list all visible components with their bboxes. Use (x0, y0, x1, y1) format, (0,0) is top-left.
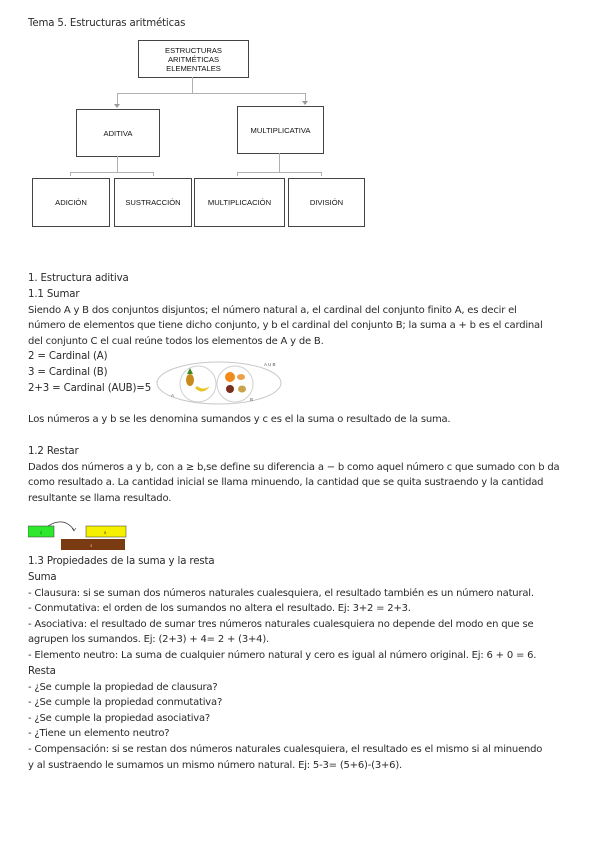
fruit-icon (226, 385, 234, 393)
bar-brown (61, 539, 125, 550)
suma-label: Suma (28, 572, 57, 583)
section-heading: 1. Estructura aditiva (28, 273, 129, 284)
venn-diagram (155, 358, 285, 406)
pineapple-icon (186, 368, 194, 386)
paragraph-line: como resultado a. La cantidad inicial se llama minuendo, la cantidad que se quita sustraendo y la cantidad (28, 477, 544, 488)
bar-green-label: 2 (40, 530, 43, 535)
diagram-root-line: ARITMÉTICAS (167, 54, 220, 64)
paragraph-line: resultante se llama resultado. (28, 493, 172, 504)
union-ellipse (157, 362, 281, 404)
connector (321, 172, 322, 176)
list-item: - Compensación: si se restan dos números naturales cualesquiera, el resultado es el mismo si al minuendo (28, 744, 543, 755)
list-item: - ¿Se cumple la propiedad asociativa? (28, 713, 211, 724)
venn-label-a: A (171, 393, 175, 398)
connector (117, 156, 118, 172)
paragraph-line: del conjunto C el cual reúne todos los elementos de A y de B. (28, 336, 324, 347)
diagram-multiplicativa-box: MULTIPLICATIVA (237, 106, 324, 154)
connector (70, 172, 71, 176)
equation-line: 2 = Cardinal (A) (28, 351, 108, 362)
connector (279, 153, 280, 172)
diagram-root-line: ESTRUCTURAS (165, 45, 222, 55)
list-item: - Clausura: si se suman dos números naturales cualesquiera, el resultado también es un número natural. (28, 588, 534, 599)
diagram-leaf-adicion: ADICIÓN (32, 178, 110, 227)
venn-label-b: B (250, 397, 254, 402)
connector (153, 172, 154, 176)
list-item: - ¿Tiene un elemento neutro? (28, 728, 170, 739)
list-item: - ¿Se cumple la propiedad conmutativa? (28, 697, 223, 708)
list-item: - ¿Se cumple la propiedad de clausura? (28, 682, 218, 693)
subsection-heading: 1.1 Sumar (28, 289, 80, 300)
subsection-heading: 1.3 Propiedades de la suma y la resta (28, 556, 215, 567)
subtraction-bars (28, 518, 130, 552)
equation-line: 2+3 = Cardinal (AUB)=5 (28, 383, 152, 394)
resta-label: Resta (28, 666, 56, 677)
subsection-heading: 1.2 Restar (28, 446, 79, 457)
diagram-root-box (138, 40, 249, 78)
diagram-leaf-multiplicacion: MULTIPLICACIÓN (194, 178, 285, 227)
diagram-leaf-sustraccion: SUSTRACCIÓN (114, 178, 192, 227)
diagram-aditiva-box: ADITIVA (76, 109, 160, 157)
equation-line: 3 = Cardinal (B) (28, 367, 108, 378)
connector (237, 172, 238, 176)
list-item: agrupen los sumandos. Ej: (2+3) + 4= 2 + (3+4). (28, 634, 270, 645)
paragraph-line: Dados dos números a y b, con a ≥ b,se define su diferencia a − b como aquel número c que sumado con b da (28, 462, 560, 473)
list-item: y al sustraendo le sumamos un mismo número natural. Ej: 5-3= (5+6)-(3+6). (28, 760, 403, 771)
connector (117, 93, 305, 94)
list-item: - Conmutativa: el orden de los sumandos no altera el resultado. Ej: 3+2 = 2+3. (28, 603, 411, 614)
arrow-icon (302, 101, 308, 105)
set-b-circle (217, 366, 253, 402)
paragraph-line: número de elementos que tiene dicho conjunto, y b el cardinal del conjunto B; la suma a + b es el cardinal (28, 320, 543, 331)
connector (70, 172, 154, 173)
list-item: - Elemento neutro: La suma de cualquier número natural y cero es igual al número original. Ej: 6 + 0 = 6. (28, 650, 537, 661)
set-a-circle (180, 366, 216, 402)
connector (237, 172, 322, 173)
diagram-leaf-division: DIVISIÓN (288, 178, 365, 227)
bar-brown-label: 3 (90, 543, 93, 548)
list-item: - Asociativa: el resultado de sumar tres números naturales cualesquiera no depende del modo en que se (28, 619, 534, 630)
document-title: Tema 5. Estructuras aritméticas (28, 18, 186, 29)
arrow-icon (114, 104, 120, 108)
banana-icon (195, 386, 210, 392)
bar-yellow-label: 5 (104, 530, 107, 535)
paragraph-line: Los números a y b se les denomina sumandos y c es el la suma o resultado de la suma. (28, 414, 451, 425)
connector (192, 77, 193, 93)
venn-label-union: A U B (264, 362, 276, 367)
melon-icon (237, 374, 245, 380)
orange-icon (225, 372, 235, 382)
paragraph-line: Siendo A y B dos conjuntos disjuntos; el número natural a, el cardinal del conjunto finito A, es decir el (28, 305, 517, 316)
diagram-root-line: ELEMENTALES (166, 63, 221, 73)
fruit-icon (238, 386, 246, 393)
